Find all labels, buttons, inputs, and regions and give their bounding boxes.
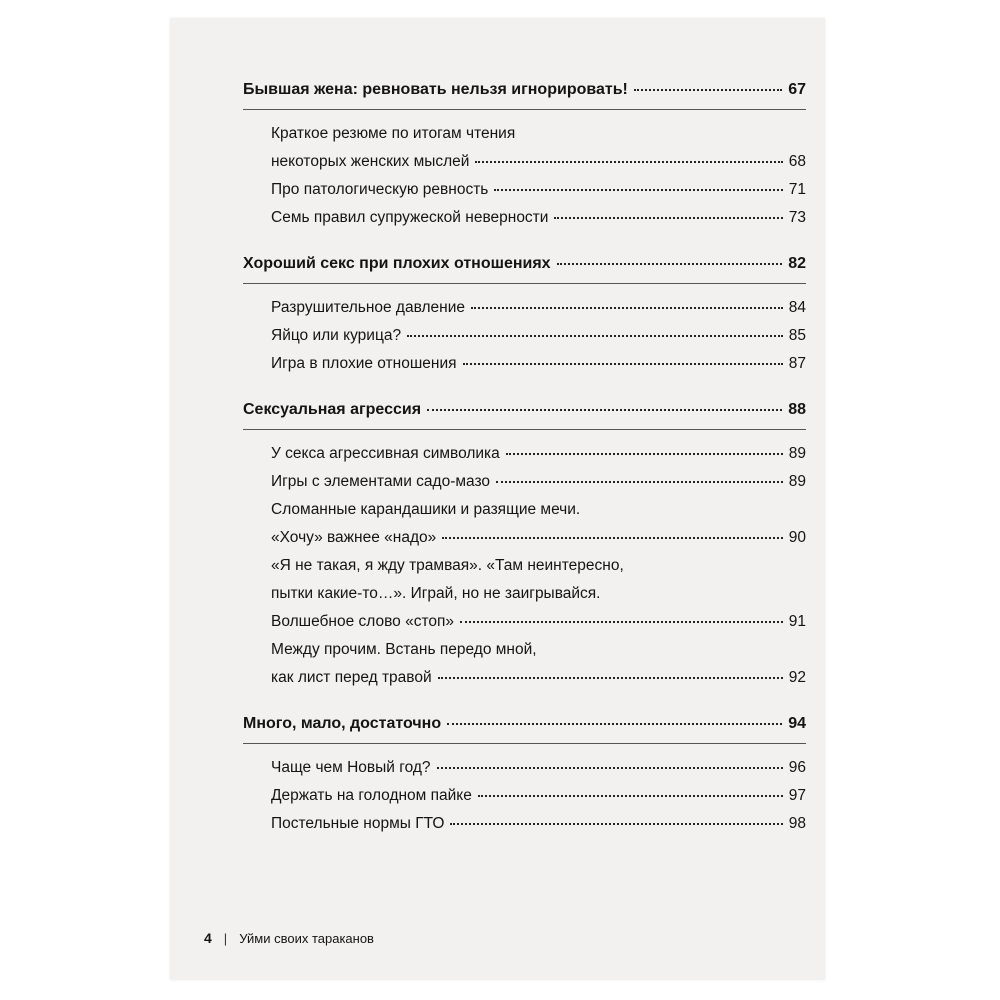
toc-entry[interactable] <box>243 810 806 838</box>
entry-page-number: 68 <box>788 153 806 170</box>
toc-entry[interactable] <box>243 468 806 496</box>
entry-page-number: 97 <box>788 787 806 804</box>
entry-title: Про патологическую ревность <box>271 181 489 198</box>
entry-title: «Хочу» важнее «надо» <box>271 529 437 546</box>
entry-title: Разрушительное давление <box>271 299 465 316</box>
toc-entry[interactable] <box>243 322 806 350</box>
chapter-title: Много, мало, достаточно <box>243 715 442 732</box>
toc-entry-line[interactable]: пытки какие-то…». Играй, но не заигрывайся. <box>271 585 601 602</box>
chapter-divider <box>243 743 806 744</box>
entry-title: Постельные нормы ГТО <box>271 815 445 832</box>
footer-page-number: 4 <box>204 930 212 946</box>
toc-entry[interactable] <box>243 664 806 692</box>
toc-chapter-entry[interactable] <box>243 710 806 738</box>
toc-entry-line[interactable]: Между прочим. Встань передо мной, <box>271 641 537 658</box>
dot-leader <box>407 335 783 337</box>
dot-leader <box>496 481 783 483</box>
entry-title: Игра в плохие отношения <box>271 355 457 372</box>
chapter-title: Сексуальная агрессия <box>243 401 422 418</box>
toc-entry[interactable] <box>243 294 806 322</box>
toc-entry[interactable] <box>243 176 806 204</box>
chapter-page-number: 94 <box>788 715 806 732</box>
entry-title: некоторых женских мыслей <box>271 153 470 170</box>
toc-entry[interactable] <box>243 782 806 810</box>
toc-entry-line[interactable]: Сломанные карандашики и разящие мечи. <box>271 501 581 518</box>
chapter-title: Хороший секс при плохих отношениях <box>243 255 551 272</box>
entry-title: Волшебное слово «стоп» <box>271 613 455 630</box>
toc-entry-line[interactable]: Краткое резюме по итогам чтения <box>271 125 516 142</box>
toc-chapter-entry[interactable] <box>243 396 806 424</box>
dot-leader <box>442 537 783 539</box>
entry-title: Держать на голодном пайке <box>271 787 472 804</box>
toc-entry[interactable] <box>243 440 806 468</box>
dot-leader <box>460 621 783 623</box>
chapter-gap <box>243 232 806 250</box>
toc-entry[interactable] <box>243 204 806 232</box>
dot-leader <box>506 453 783 455</box>
dot-leader <box>634 89 782 91</box>
dot-leader <box>557 263 783 265</box>
chapter-page-number: 88 <box>788 401 806 418</box>
dot-leader <box>478 795 783 797</box>
toc-entry[interactable] <box>243 754 806 782</box>
entry-page-number: 89 <box>788 473 806 490</box>
entry-page-number: 98 <box>788 815 806 832</box>
entry-page-number: 96 <box>788 759 806 776</box>
entry-title: Чаще чем Новый год? <box>271 759 431 776</box>
entry-title: Игры с элементами садо-мазо <box>271 473 491 490</box>
entry-page-number: 92 <box>788 669 806 686</box>
entry-page-number: 89 <box>788 445 806 462</box>
chapter-title: Бывшая жена: ревновать нельзя игнорировать! <box>243 81 628 98</box>
chapter-divider <box>243 429 806 430</box>
entry-page-number: 90 <box>788 529 806 546</box>
entry-title: Яйцо или курица? <box>271 327 402 344</box>
entry-page-number: 91 <box>788 613 806 630</box>
dot-leader <box>471 307 783 309</box>
dot-leader <box>437 767 783 769</box>
dot-leader <box>450 823 782 825</box>
dot-leader <box>494 189 782 191</box>
chapter-page-number: 82 <box>788 255 806 272</box>
chapter-divider <box>243 109 806 110</box>
entry-title: У секса агрессивная символика <box>271 445 500 462</box>
toc-entry[interactable] <box>243 148 806 176</box>
toc-entry-line[interactable]: «Я не такая, я жду трамвая». «Там неинтересно, <box>271 557 624 574</box>
toc-entry[interactable] <box>243 608 806 636</box>
toc-chapter-entry[interactable] <box>243 76 806 104</box>
entry-page-number: 73 <box>788 209 806 226</box>
dot-leader <box>475 161 782 163</box>
entry-page-number: 84 <box>788 299 806 316</box>
table-of-contents <box>243 76 806 838</box>
dot-leader <box>463 363 783 365</box>
toc-chapter-entry[interactable] <box>243 250 806 278</box>
chapter-gap <box>243 692 806 710</box>
toc-entry[interactable] <box>243 350 806 378</box>
toc-entry[interactable] <box>243 524 806 552</box>
entry-title: как лист перед травой <box>271 669 432 686</box>
page-footer <box>204 930 374 946</box>
chapter-gap <box>243 378 806 396</box>
entry-page-number: 85 <box>788 327 806 344</box>
footer-book-title: Уйми своих тараканов <box>239 931 374 946</box>
dot-leader <box>438 677 783 679</box>
chapter-page-number: 67 <box>788 81 806 98</box>
dot-leader <box>427 409 782 411</box>
dot-leader <box>447 723 782 725</box>
footer-separator: | <box>223 931 228 946</box>
chapter-divider <box>243 283 806 284</box>
entry-page-number: 87 <box>788 355 806 372</box>
dot-leader <box>554 217 782 219</box>
entry-title: Семь правил супружеской неверности <box>271 209 549 226</box>
entry-page-number: 71 <box>788 181 806 198</box>
